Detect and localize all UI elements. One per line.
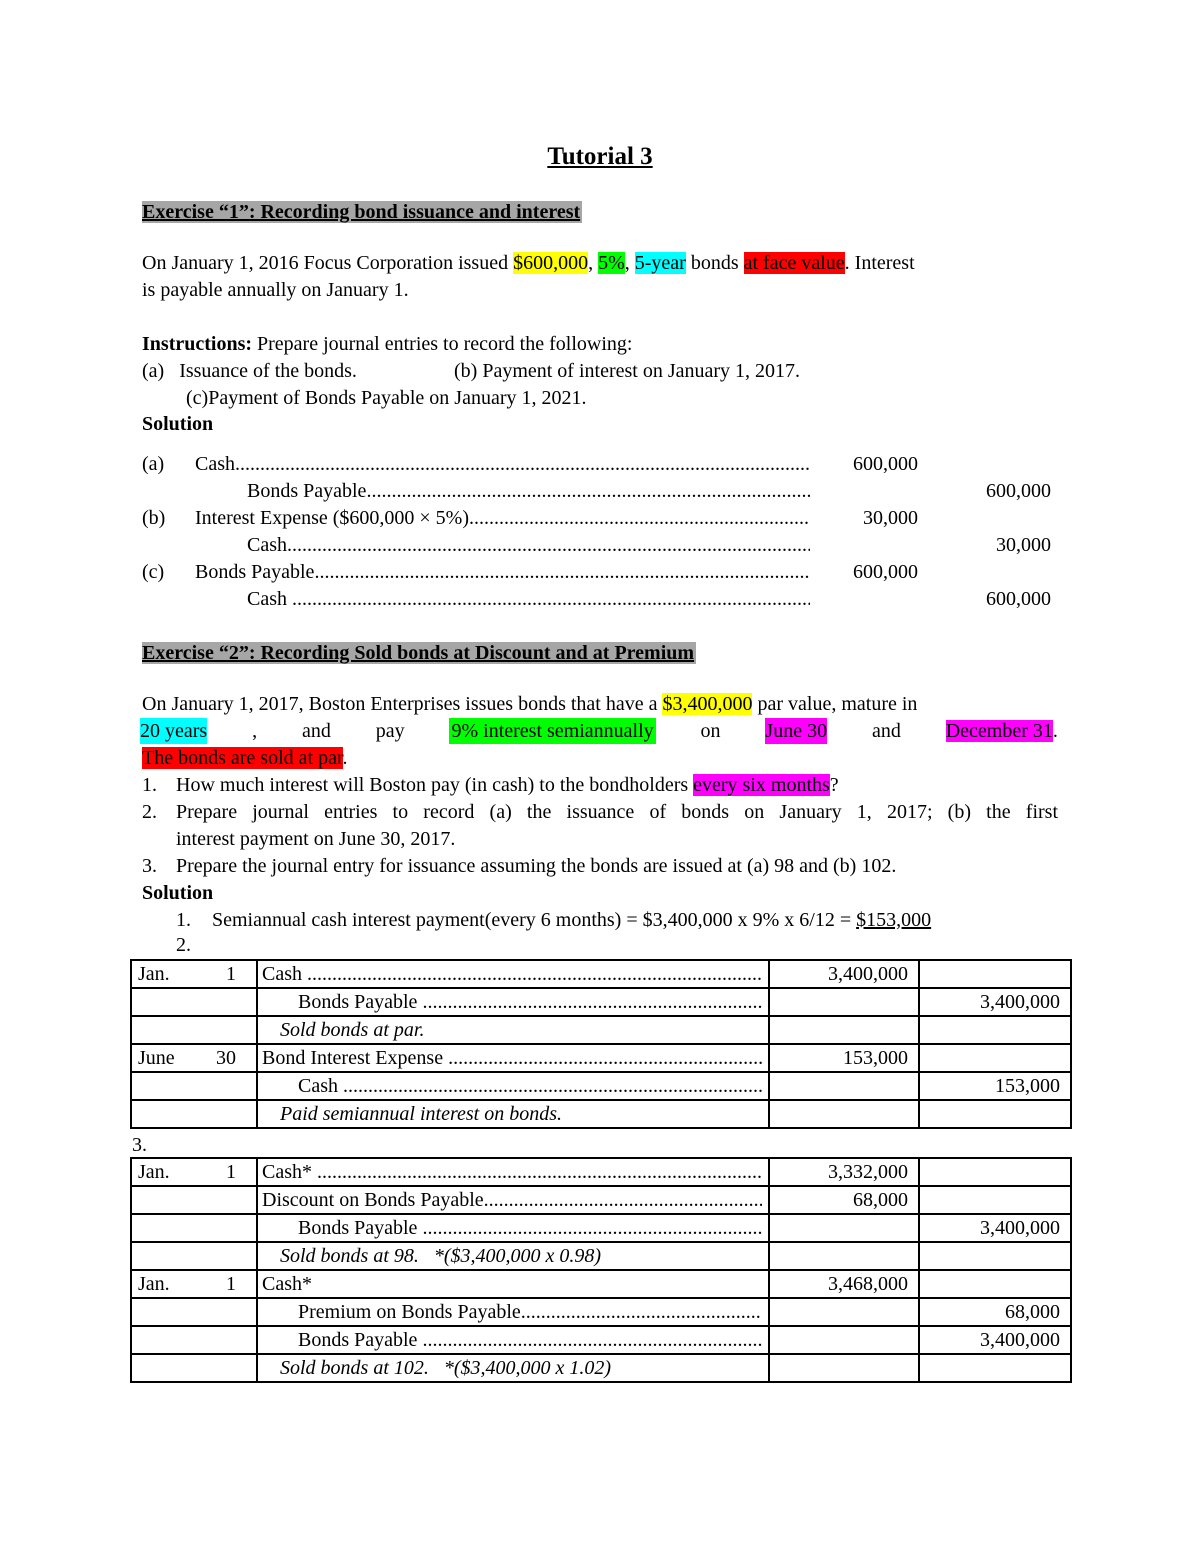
table-row — [131, 960, 1071, 988]
entry-credit: 30,000 — [996, 534, 1051, 556]
description-cell — [257, 1214, 769, 1242]
description-text: Cash — [298, 1075, 343, 1097]
debit-cell — [769, 1326, 919, 1354]
table-row — [131, 1072, 1071, 1100]
credit-cell — [919, 1186, 1071, 1214]
text-span — [946, 718, 1058, 744]
description-wrapper — [280, 1243, 762, 1269]
question-3 — [142, 853, 897, 879]
description-cell — [257, 1016, 769, 1044]
dot-leader — [292, 586, 810, 612]
exercise-2-line-2 — [140, 718, 1058, 744]
text-span: . — [1052, 720, 1058, 742]
description-wrapper — [262, 1045, 762, 1071]
exercise-1-heading-text: Exercise “1”: Recording bond issuance and interest — [142, 201, 581, 223]
description-text: Sold bonds at 98. *($3,400,000 x 0.98) — [280, 1245, 602, 1267]
list-number: 2. — [142, 801, 157, 823]
entry-account-name: Interest Expense ($600,000 × 5%) — [195, 507, 469, 529]
debit-cell — [769, 1100, 919, 1128]
description-text: Cash* — [262, 1161, 317, 1183]
date-cell — [131, 1186, 257, 1214]
description-wrapper — [298, 1215, 762, 1241]
description-wrapper — [262, 961, 762, 987]
entry-credit: 600,000 — [986, 480, 1051, 502]
debit-cell: 3,468,000 — [769, 1270, 919, 1298]
dot-leader — [235, 451, 810, 477]
debit-cell — [769, 1016, 919, 1044]
solution-heading-1: Solution — [142, 413, 214, 435]
description-wrapper — [298, 989, 762, 1015]
description-wrapper — [262, 1187, 762, 1213]
date-month: Jan. — [138, 963, 170, 985]
date-cell — [131, 1100, 257, 1128]
dot-leader — [422, 1327, 762, 1353]
question-2-text-line-1: Prepare journal entries to record (a) the issuance of bonds on January 1, 2017; (b) the first — [176, 801, 1058, 823]
solution-item-1-text — [212, 907, 931, 933]
date-month: June — [138, 1047, 175, 1069]
debit-cell: 68,000 — [769, 1186, 919, 1214]
entry-account — [247, 478, 810, 504]
credit-cell — [919, 960, 1071, 988]
debit-cell — [769, 1072, 919, 1100]
credit-cell — [919, 1100, 1071, 1128]
page-title: Tutorial 3 — [547, 143, 653, 170]
description-text: Sold bonds at 102. *($3,400,000 x 1.02) — [280, 1357, 612, 1379]
entry-account — [195, 451, 810, 477]
text-span: . Interest — [844, 252, 915, 274]
date-month: Jan. — [138, 1273, 170, 1295]
debit-cell: 3,332,000 — [769, 1158, 919, 1186]
text-span: On January 1, 2016 Focus Corporation issued — [142, 252, 514, 274]
entry-account-name: Bonds Payable — [247, 480, 367, 502]
description-text: Premium on Bonds Payable — [298, 1301, 521, 1323]
text-span: On January 1, 2017, Boston Enterprises issues bonds that have a — [142, 693, 663, 715]
description-wrapper — [280, 1017, 762, 1043]
description-text: Bonds Payable — [298, 991, 423, 1013]
description-cell — [257, 1072, 769, 1100]
credit-cell: 3,400,000 — [919, 1214, 1071, 1242]
text-span: pay — [375, 720, 405, 742]
text-span: ? — [829, 774, 839, 796]
highlight-term: 5-year — [634, 252, 686, 274]
credit-cell: 3,400,000 — [919, 1326, 1071, 1354]
table-row — [131, 1214, 1071, 1242]
date-cell — [131, 988, 257, 1016]
date-cell — [131, 1270, 257, 1298]
debit-cell: 153,000 — [769, 1044, 919, 1072]
description-cell — [257, 1270, 769, 1298]
date-cell — [131, 1214, 257, 1242]
text-span: , — [252, 720, 258, 742]
date-cell — [131, 1016, 257, 1044]
credit-cell — [919, 1044, 1071, 1072]
debit-cell — [769, 1298, 919, 1326]
dot-leader — [307, 961, 762, 987]
entry-tag: (b) — [142, 507, 166, 529]
date-cell — [131, 1158, 257, 1186]
description-wrapper — [298, 1327, 762, 1353]
exercise-1-paragraph-line-1 — [142, 250, 915, 276]
description-cell — [257, 988, 769, 1016]
instructions-label: Instructions: — [142, 333, 253, 355]
highlight-june: June 30 — [765, 720, 828, 742]
date-day: 1 — [226, 1161, 236, 1183]
exercise-2-line-1 — [142, 691, 917, 717]
table-row — [131, 988, 1071, 1016]
journal-table-par-issuance — [130, 959, 1072, 1129]
description-text: Cash* — [262, 1273, 312, 1295]
entry-tag: (a) — [142, 453, 165, 475]
description-cell — [257, 1186, 769, 1214]
description-wrapper — [262, 1271, 762, 1297]
exercise-2-line-3 — [142, 745, 348, 771]
description-cell — [257, 1298, 769, 1326]
exercise-1-paragraph-line-2: is payable annually on January 1. — [142, 279, 409, 301]
text-span: How much interest will Boston pay (in cash) to the bondholders — [176, 774, 694, 796]
date-cell — [131, 1044, 257, 1072]
description-cell — [257, 1044, 769, 1072]
text-span: and — [871, 720, 901, 742]
table-row — [131, 1354, 1071, 1382]
exercise-1-heading — [142, 199, 582, 225]
entry-account-name: Cash — [195, 453, 235, 475]
highlight-sold-at-par: The bonds are sold at par — [142, 747, 343, 769]
description-wrapper — [298, 1073, 762, 1099]
table-row — [131, 1016, 1071, 1044]
entry-account — [195, 559, 810, 585]
credit-cell — [919, 1270, 1071, 1298]
text-span: , — [624, 252, 635, 274]
table-row — [131, 1100, 1071, 1128]
date-cell — [131, 1354, 257, 1382]
entry-debit: 600,000 — [853, 561, 918, 583]
text-span: bonds — [685, 252, 744, 274]
instruction-item-c: (c)Payment of Bonds Payable on January 1, 2021. — [186, 387, 587, 409]
entry-account-name: Cash — [247, 588, 292, 610]
description-cell — [257, 1326, 769, 1354]
text-span: , — [588, 252, 599, 274]
text-span: on — [700, 720, 721, 742]
table-row — [131, 1186, 1071, 1214]
dot-leader — [314, 559, 810, 585]
credit-cell — [919, 1354, 1071, 1382]
dot-leader — [366, 478, 810, 504]
debit-cell — [769, 1354, 919, 1382]
credit-cell — [919, 1242, 1071, 1270]
journal-table-discount-premium — [130, 1157, 1072, 1383]
date-cell — [131, 1326, 257, 1354]
date-day: 1 — [226, 963, 236, 985]
date-wrapper — [138, 1045, 250, 1071]
description-cell — [257, 1354, 769, 1382]
table-row — [131, 1158, 1071, 1186]
description-text: Bonds Payable — [298, 1329, 423, 1351]
entry-debit: 600,000 — [853, 453, 918, 475]
text-span: . — [342, 747, 348, 769]
table-row — [131, 1298, 1071, 1326]
description-cell — [257, 1158, 769, 1186]
dot-leader — [287, 532, 810, 558]
debit-cell — [769, 1242, 919, 1270]
date-month: Jan. — [138, 1161, 170, 1183]
table-row — [131, 1326, 1071, 1354]
credit-cell — [919, 1158, 1071, 1186]
text-span: Semiannual cash interest payment(every 6 months) = $3,400,000 x 9% x 6/12 = — [212, 909, 857, 931]
dot-leader — [422, 989, 762, 1015]
description-text: Cash — [262, 963, 307, 985]
description-wrapper — [298, 1299, 762, 1325]
entry-account — [195, 505, 810, 531]
credit-cell: 68,000 — [919, 1298, 1071, 1326]
debit-cell: 3,400,000 — [769, 960, 919, 988]
dot-leader — [317, 1159, 762, 1185]
debit-cell — [769, 1214, 919, 1242]
text-span: par value, mature in — [752, 693, 918, 715]
solution-heading-2: Solution — [142, 882, 214, 904]
description-text: Paid semiannual interest on bonds. — [280, 1103, 563, 1125]
instructions-line — [142, 331, 632, 357]
description-wrapper — [262, 1159, 762, 1185]
highlight-par-value: $3,400,000 — [662, 693, 753, 715]
question-2-text-line-2: interest payment on June 30, 2017. — [176, 828, 456, 850]
highlight-every-six-months: every six months — [693, 774, 830, 796]
description-text: Discount on Bonds Payable — [262, 1189, 484, 1211]
credit-cell: 3,400,000 — [919, 988, 1071, 1016]
description-wrapper — [280, 1355, 762, 1381]
entry-credit: 600,000 — [986, 588, 1051, 610]
date-day: 30 — [216, 1047, 236, 1069]
description-text: Bond Interest Expense — [262, 1047, 449, 1069]
exercise-2-heading — [142, 640, 696, 666]
table-row — [131, 1242, 1071, 1270]
text-span: and — [301, 720, 331, 742]
date-cell — [131, 960, 257, 988]
list-number: 1. — [176, 909, 191, 931]
description-cell — [257, 1100, 769, 1128]
dot-leader — [422, 1215, 762, 1241]
debit-cell — [769, 988, 919, 1016]
dot-leader — [484, 1187, 762, 1213]
date-day: 1 — [226, 1273, 236, 1295]
date-wrapper — [138, 961, 250, 987]
entry-account — [247, 532, 810, 558]
date-cell — [131, 1072, 257, 1100]
credit-cell — [919, 1016, 1071, 1044]
entry-account-name: Cash — [247, 534, 287, 556]
table-row — [131, 1044, 1071, 1072]
description-cell — [257, 1242, 769, 1270]
highlight-amount: $600,000 — [513, 252, 589, 274]
solution-item-2-label: 2. — [176, 934, 191, 956]
highlight-rate-semiannual: 9% interest semiannually — [451, 720, 654, 742]
list-number: 3. — [142, 855, 157, 877]
instruction-item-a: (a) Issuance of the bonds. — [142, 360, 357, 382]
question-2 — [142, 799, 1058, 825]
credit-cell: 153,000 — [919, 1072, 1071, 1100]
description-text: Bonds Payable — [298, 1217, 423, 1239]
question-1-text — [176, 772, 839, 798]
date-cell — [131, 1298, 257, 1326]
highlight-december: December 31 — [945, 720, 1053, 742]
entry-debit: 30,000 — [863, 507, 918, 529]
semiannual-interest-result: $153,000 — [856, 909, 932, 931]
date-cell — [131, 1242, 257, 1270]
description-cell — [257, 960, 769, 988]
entry-account-name: Bonds Payable — [195, 561, 315, 583]
date-wrapper — [138, 1271, 250, 1297]
highlight-rate: 5% — [598, 252, 625, 274]
solution-item-3-label: 3. — [132, 1134, 147, 1156]
entry-account — [247, 586, 810, 612]
description-text: Sold bonds at par. — [280, 1019, 425, 1041]
dot-leader — [469, 505, 810, 531]
highlight-years: 20 years — [140, 720, 208, 742]
dot-leader — [521, 1299, 762, 1325]
table-row — [131, 1270, 1071, 1298]
dot-leader — [448, 1045, 762, 1071]
question-1 — [142, 772, 839, 798]
date-wrapper — [138, 1159, 250, 1185]
solution-item-1 — [176, 907, 932, 933]
instruction-item-b: (b) Payment of interest on January 1, 2017. — [454, 360, 801, 382]
description-wrapper — [280, 1101, 762, 1127]
dot-leader — [343, 1073, 762, 1099]
instructions-text: Prepare journal entries to record the following: — [252, 333, 633, 355]
entry-tag: (c) — [142, 561, 165, 583]
exercise-2-heading-text: Exercise “2”: Recording Sold bonds at Discount and at Premium — [142, 642, 695, 664]
list-number: 1. — [142, 774, 157, 796]
highlight-face-value: at face value — [743, 252, 845, 274]
question-3-text: Prepare the journal entry for issuance assuming the bonds are issued at (a) 98 and (b) 102. — [176, 855, 897, 877]
